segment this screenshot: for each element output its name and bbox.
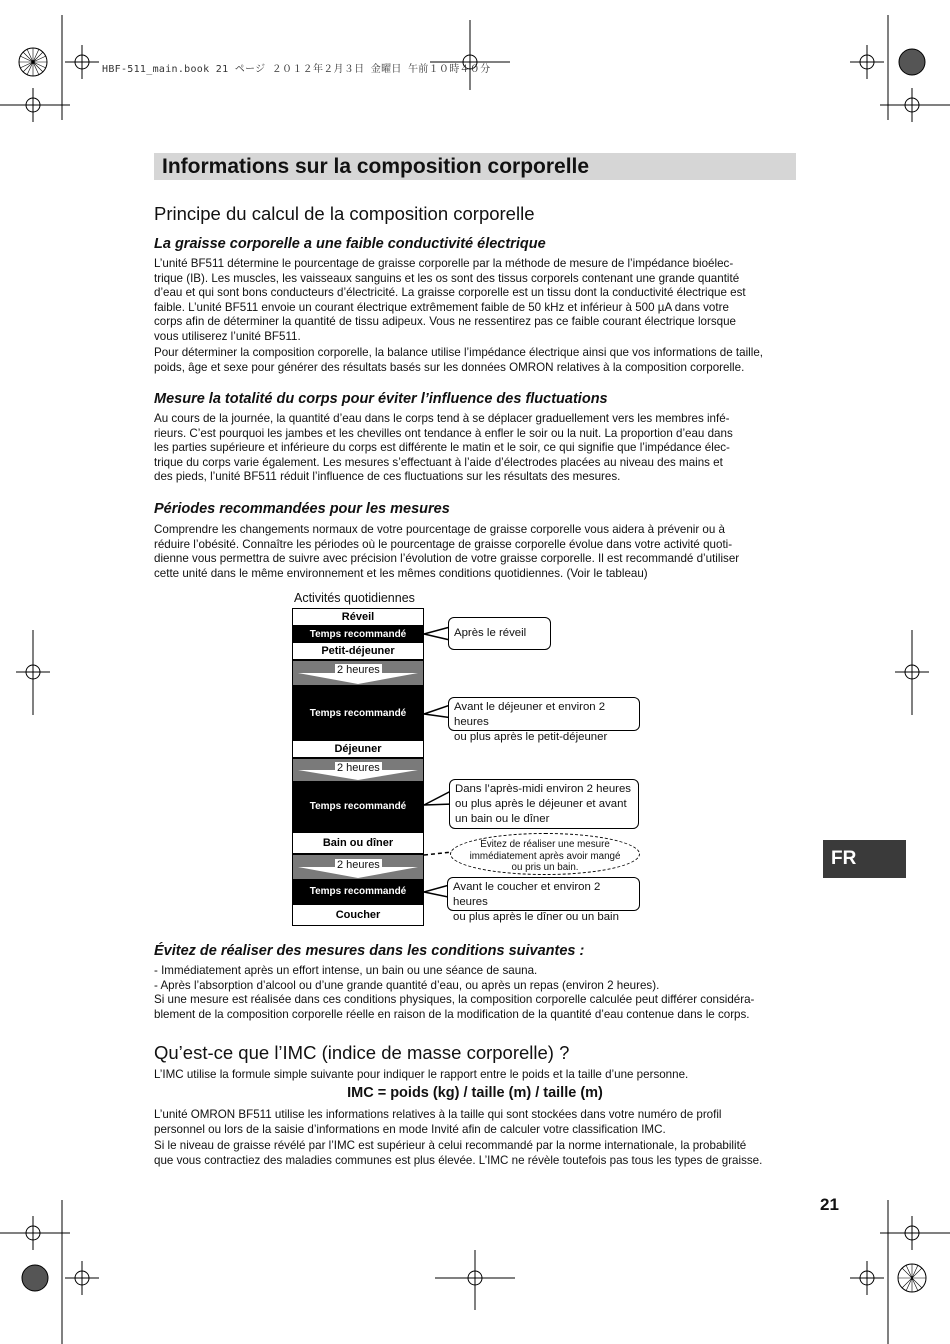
- callout-avant-dejeuner: [448, 697, 640, 743]
- text-line: personnel ou lors de la saisie d’informations en mode Invité afin de calculer votre classification IMC.: [154, 1122, 666, 1136]
- text-line: - Immédiatement après un effort intense, un bain ou une séance de sauna.: [154, 964, 538, 977]
- text-line: les parties supérieure et inférieure du corps est différente le matin et le soir, ce qui signifie que l’impédance élec-: [154, 441, 730, 454]
- interval-label: 2 heures: [337, 664, 380, 676]
- section-heading-principe: Principe du calcul de la composition corporelle: [154, 203, 535, 224]
- interval-label: 2 heures: [337, 859, 380, 871]
- text-line: - Après l’absorption d’alcool ou d’une grande quantité d’eau, ou après un repas (environ 2 heures).: [154, 978, 660, 992]
- interval-label: 2 heures: [337, 762, 380, 774]
- row-coucher: Coucher: [292, 904, 424, 926]
- callout-line: Avant le coucher et environ 2 heures: [453, 881, 601, 908]
- row-reveil: Réveil: [292, 608, 424, 626]
- callout-line: ou plus après le dîner ou un bain: [453, 911, 619, 923]
- text-line: corps afin de déterminer la quantité de tissu adipeux. Vous ne ressentirez pas ce faible courant électrique lorsque: [154, 315, 736, 328]
- callout-line: un bain ou le dîner: [455, 813, 550, 825]
- row-bain: Bain ou dîner: [292, 832, 424, 854]
- text-line: réduire l’obésité. Connaître les périodes où le pourcentage de graisse corporelle évolue dans votre activité quoti-: [154, 537, 733, 551]
- text-line: Si une mesure est réalisée dans ces conditions physiques, la composition corporelle calculée peut différer considéra-: [154, 993, 755, 1006]
- row-temps-2: Temps recommandé: [292, 686, 424, 740]
- text-line: Si le niveau de graisse révélé par l’IMC est supérieur à celui recommandé par la norme internationale, la probabilité: [154, 1139, 747, 1152]
- paragraph-imc: [154, 1108, 799, 1168]
- text-line: faible. L’unité BF511 envoie un courant électrique extrêmement faible de 50 kHz et inférieur à 500 µA dans votre: [154, 300, 729, 314]
- imc-formula: IMC = poids (kg) / taille (m) / taille (m): [347, 1085, 603, 1101]
- language-tab: FR: [823, 840, 906, 878]
- callout-line: ou plus après le déjeuner et avant: [455, 798, 627, 810]
- callout-evitez: [450, 833, 640, 875]
- subheading-periodes: Périodes recommandées pour les mesures: [154, 501, 450, 517]
- callout-apres-reveil: Après le réveil: [448, 617, 551, 650]
- row-temps-4: Temps recommandé: [292, 880, 424, 904]
- paragraph-graisse: [154, 257, 799, 375]
- callout-line: ou plus après le petit-déjeuner: [454, 731, 608, 743]
- text-line: des pieds, l’unité BF511 réduit l’influence de ces fluctuations sur les résultats des mesures.: [154, 470, 621, 483]
- callout-line: Avant le déjeuner et environ 2 heures: [454, 701, 606, 728]
- paragraph-periodes: [154, 523, 799, 581]
- text-line: Au cours de la journée, la quantité d’eau dans le corps tend à se déplacer graduellement vers les membres infé-: [154, 412, 730, 425]
- text-line: poids, âge et sexe pour générer des résultats basés sur les données OMRON relatives à la composition corporelle.: [154, 360, 745, 374]
- diagram-title: Activités quotidiennes: [294, 591, 415, 605]
- text-line: que vous contractiez des maladies communes est plus élevée. L’IMC ne révèle toutefois pas tous les types de graisse.: [154, 1153, 763, 1167]
- paragraph-mesure: [154, 412, 799, 485]
- text-line: Comprendre les changements normaux de votre pourcentage de graisse corporelle vous aidera à prévenir ou à: [154, 523, 725, 536]
- row-temps-1: Temps recommandé: [292, 626, 424, 642]
- text-line: L’unité BF511 détermine le pourcentage de graisse corporelle par la méthode de mesure de l’impédance bioélec-: [154, 257, 734, 270]
- callout-line: immédiatement après avoir mangé: [469, 850, 621, 862]
- page-title: Informations sur la composition corporelle: [162, 155, 590, 178]
- subheading-mesure: Mesure la totalité du corps pour éviter l’influence des fluctuations: [154, 391, 608, 407]
- page-number: 21: [820, 1195, 839, 1214]
- text-line: L’unité OMRON BF511 utilise les informations relatives à la taille qui sont stockées dans votre numéro de profil: [154, 1108, 722, 1121]
- text-line: dienne vous permettra de suivre avec précision l’évolution de votre graisse corporelle. Il est recommandé d’utiliser: [154, 552, 740, 565]
- text-line: trique du corps varie également. Les mesures s’effectuant à l’aide d’électrodes placées au niveau des mains et: [154, 455, 723, 469]
- section-heading-imc: Qu’est-ce que l’IMC (indice de masse corporelle) ?: [154, 1042, 570, 1063]
- row-petit-dejeuner: Petit-déjeuner: [292, 642, 424, 660]
- callout-avant-coucher: [447, 877, 640, 923]
- title-bar: [154, 153, 796, 180]
- text-line: d’eau et qui sont bons conducteurs d’électricité. La graisse corporelle est un tissu dont la conductivité électrique est: [154, 286, 746, 299]
- row-dejeuner: Déjeuner: [292, 740, 424, 758]
- text-line: blement de la composition corporelle réelle en raison de la modification de la quantité d’eau contenue dans le corps.: [154, 1007, 750, 1021]
- callout-line: ou pris un bain.: [511, 862, 579, 873]
- row-interval-2: [292, 758, 424, 782]
- text-line: Pour déterminer la composition corporelle, la balance utilise l’impédance électrique ainsi que vos informations de taille,: [154, 346, 763, 359]
- paragraph-evitez: [154, 964, 799, 1022]
- row-interval-3: [292, 854, 424, 880]
- text-line: rieurs. C’est pourquoi les jambes et les chevilles ont tendance à enfler le soir ou la nuit. La proportion d’eau dans: [154, 426, 733, 440]
- text-line: cette unité dans le même environnement et les mêmes conditions quotidiennes. (Voir le tableau): [154, 566, 648, 580]
- paragraph-imc-intro: L’IMC utilise la formule simple suivante pour indiquer le rapport entre le poids et la taille d’une personne.: [154, 1068, 689, 1081]
- row-temps-3: Temps recommandé: [292, 782, 424, 832]
- text-line: trique (IB). Les muscles, les vaisseaux sanguins et les os sont des tissus corporels contenant une grande quantité: [154, 271, 740, 285]
- print-header: HBF-511_main.book 21 ページ ２０１２年２月３日 金曜日 午前１０時４０分: [102, 64, 491, 75]
- subheading-graisse: La graisse corporelle a une faible conductivité électrique: [154, 236, 546, 252]
- callout-line: Évitez de réaliser une mesure: [480, 839, 610, 850]
- subheading-evitez: Évitez de réaliser des mesures dans les conditions suivantes :: [154, 943, 585, 959]
- row-interval-1: [292, 660, 424, 686]
- callout-line: Dans l’après-midi environ 2 heures: [455, 783, 632, 795]
- text-line: vous utiliserez l’unité BF511.: [154, 329, 301, 343]
- callout-apres-midi: [449, 779, 639, 829]
